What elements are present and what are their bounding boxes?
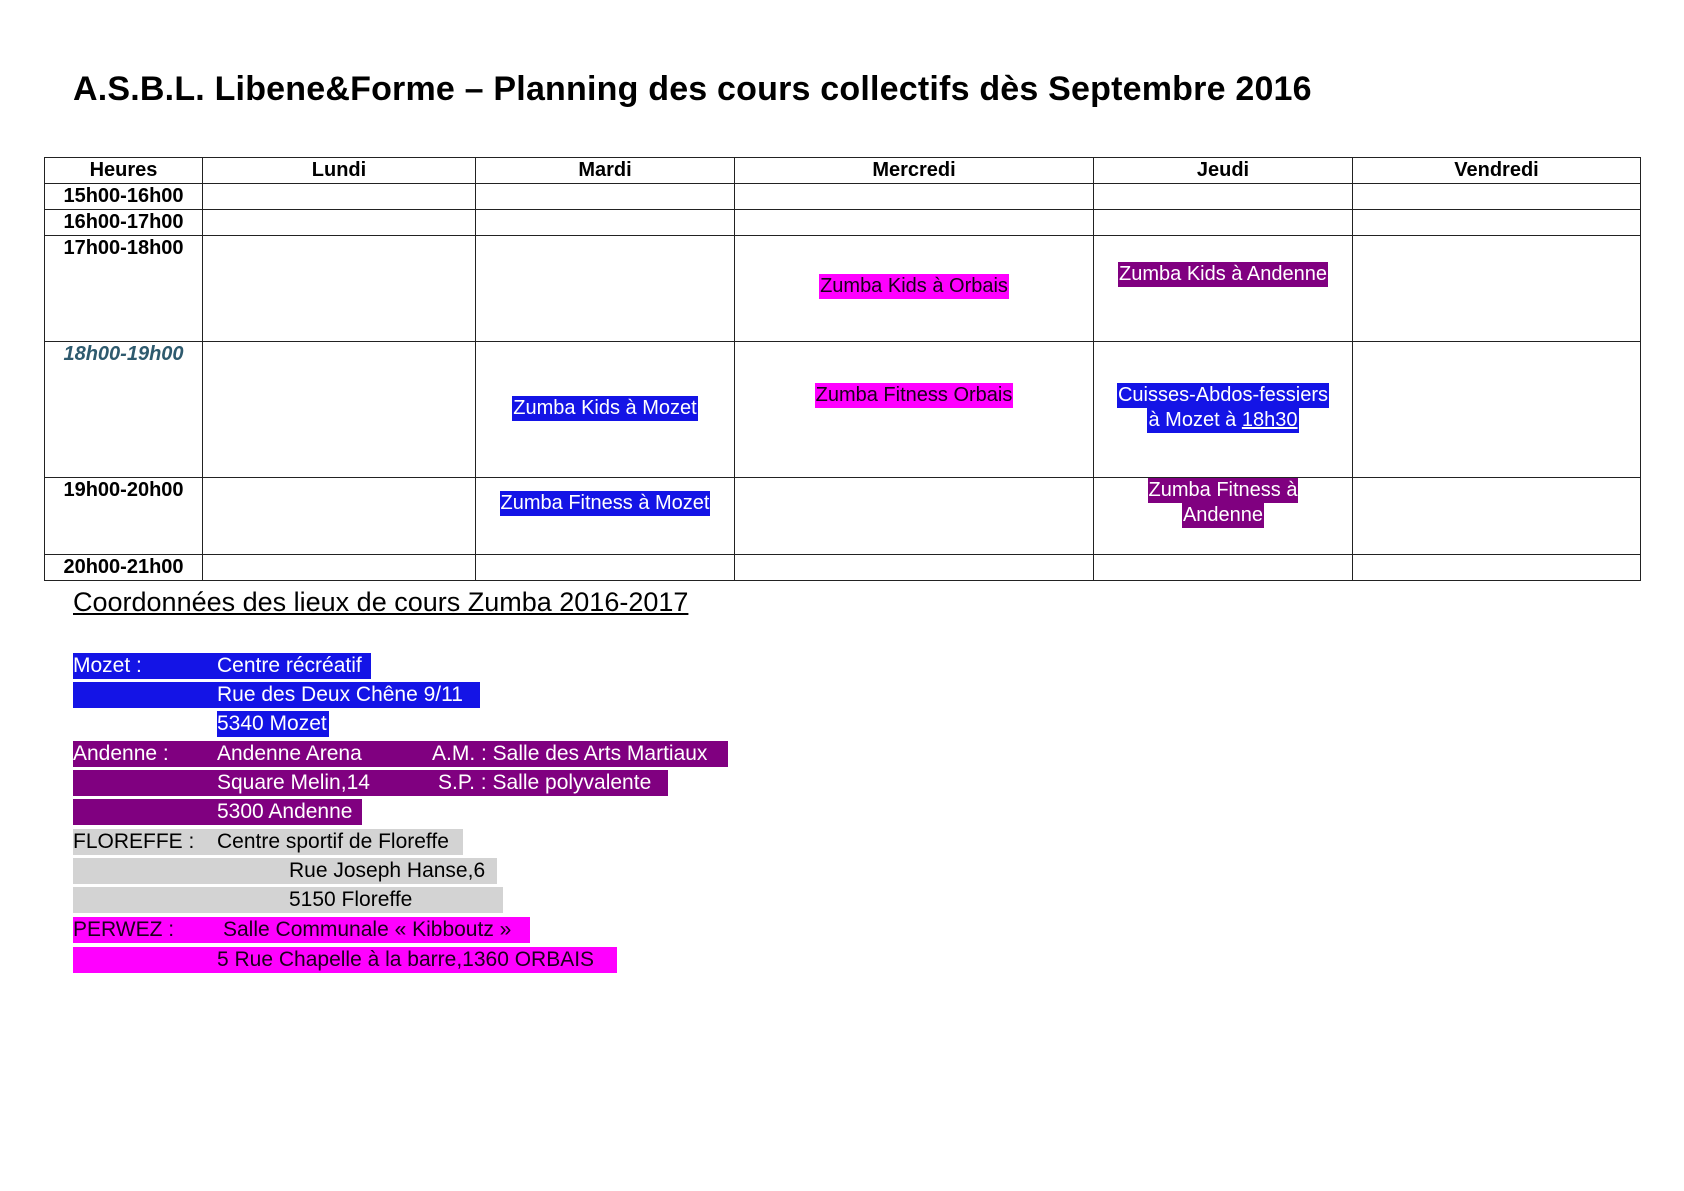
venue-andenne-label: Andenne : [73, 742, 169, 765]
empty-cell [203, 342, 476, 478]
empty-cell [476, 184, 735, 210]
empty-cell [1094, 210, 1353, 236]
empty-cell [1353, 236, 1641, 342]
venue-perwez-label: PERWEZ : [73, 918, 175, 941]
empty-cell [1353, 478, 1641, 555]
course-cuisses-abdos-line1: Cuisses-Abdos-fessiers [1117, 384, 1329, 406]
venue-perwez-line1 [73, 917, 530, 943]
venue-floreffe-street: Rue Joseph Hanse,6 [289, 859, 486, 882]
course-zumba-fitness-mozet: Zumba Fitness à Mozet [500, 492, 710, 514]
empty-cell [203, 184, 476, 210]
venue-mozet-city: 5340 Mozet [217, 712, 327, 735]
venue-mozet-line1 [73, 653, 371, 679]
course-cuisses-abdos-place: à Mozet à [1148, 409, 1242, 431]
empty-cell [1094, 184, 1353, 210]
table-row [45, 236, 1641, 342]
table-row [45, 478, 1641, 555]
venue-mozet-street: Rue des Deux Chêne 9/11 [217, 683, 463, 706]
hour-cell: 18h00-19h00 [45, 342, 203, 478]
venue-mozet-label: Mozet : [73, 654, 142, 677]
course-zumba-fitness-orbais: Zumba Fitness Orbais [815, 384, 1013, 406]
empty-cell [203, 236, 476, 342]
header-mercredi: Mercredi [735, 158, 1094, 184]
hour-cell: 15h00-16h00 [45, 184, 203, 210]
venue-perwez-name: Salle Communale « Kibboutz » [223, 918, 512, 941]
venue-perwez-line2 [73, 947, 617, 973]
empty-cell [476, 555, 735, 581]
course-cell [1094, 236, 1353, 342]
course-cuisses-abdos-time: 18h30 [1241, 409, 1298, 431]
course-cell [735, 236, 1094, 342]
course-cell [476, 342, 735, 478]
course-zumba-kids-orbais: Zumba Kids à Orbais [820, 275, 1008, 297]
venue-andenne-line1 [73, 741, 728, 767]
header-jeudi: Jeudi [1094, 158, 1353, 184]
course-zumba-kids-mozet: Zumba Kids à Mozet [513, 397, 697, 419]
table-row [45, 342, 1641, 478]
venue-andenne-line3 [73, 799, 362, 825]
venue-floreffe-line2 [73, 858, 497, 884]
venue-andenne-note-am: A.M. : Salle des Arts Martiaux [432, 742, 708, 765]
venue-mozet-line3 [73, 711, 335, 737]
course-zumba-fitness-andenne-line1: Zumba Fitness à [1148, 479, 1298, 501]
empty-cell [735, 555, 1094, 581]
empty-cell [735, 210, 1094, 236]
venue-andenne-name: Andenne Arena [217, 742, 362, 765]
table-row [45, 184, 1641, 210]
empty-cell [735, 184, 1094, 210]
empty-cell [476, 236, 735, 342]
empty-cell [735, 478, 1094, 555]
venue-floreffe-name: Centre sportif de Floreffe [217, 830, 449, 853]
course-cell [735, 342, 1094, 478]
venue-andenne-note-sp: S.P. : Salle polyvalente [438, 771, 652, 794]
venue-mozet-name: Centre récréatif [217, 654, 362, 677]
venue-floreffe-city: 5150 Floreffe [289, 888, 413, 911]
hour-cell: 16h00-17h00 [45, 210, 203, 236]
header-row [45, 158, 1641, 184]
hour-cell: 20h00-21h00 [45, 555, 203, 581]
table-row [45, 555, 1641, 581]
empty-cell [203, 555, 476, 581]
venue-perwez-address: 5 Rue Chapelle à la barre,1360 ORBAIS [217, 948, 595, 971]
course-zumba-fitness-andenne-line2: Andenne [1182, 504, 1264, 526]
table-row [45, 210, 1641, 236]
venue-floreffe-label: FLOREFFE : [73, 830, 195, 853]
venue-floreffe-line3 [73, 887, 503, 913]
venue-andenne-street: Square Melin,14 [217, 771, 370, 794]
empty-cell [203, 478, 476, 555]
venue-floreffe-line1 [73, 829, 463, 855]
schedule-table [44, 157, 1641, 581]
venue-andenne-line2 [73, 770, 668, 796]
empty-cell [203, 210, 476, 236]
empty-cell [1353, 184, 1641, 210]
empty-cell [1353, 555, 1641, 581]
coords-title: Coordonnées des lieux de cours Zumba 2016-2017 [73, 587, 689, 617]
header-lundi: Lundi [203, 158, 476, 184]
venue-andenne-city: 5300 Andenne [217, 800, 353, 823]
header-heures: Heures [45, 158, 203, 184]
course-zumba-kids-andenne: Zumba Kids à Andenne [1119, 263, 1327, 285]
header-mardi: Mardi [476, 158, 735, 184]
empty-cell [1094, 555, 1353, 581]
course-cuisses-abdos-line2 [1147, 408, 1298, 433]
course-cell [1094, 342, 1353, 478]
course-cell [1094, 478, 1353, 555]
course-cell [476, 478, 735, 555]
hour-cell: 17h00-18h00 [45, 236, 203, 342]
empty-cell [1353, 210, 1641, 236]
header-vendredi: Vendredi [1353, 158, 1641, 184]
venue-mozet-line2 [73, 682, 480, 708]
page-title: A.S.B.L. Libene&Forme – Planning des cours collectifs dès Septembre 2016 [73, 70, 1312, 108]
hour-cell: 19h00-20h00 [45, 478, 203, 555]
empty-cell [476, 210, 735, 236]
empty-cell [1353, 342, 1641, 478]
